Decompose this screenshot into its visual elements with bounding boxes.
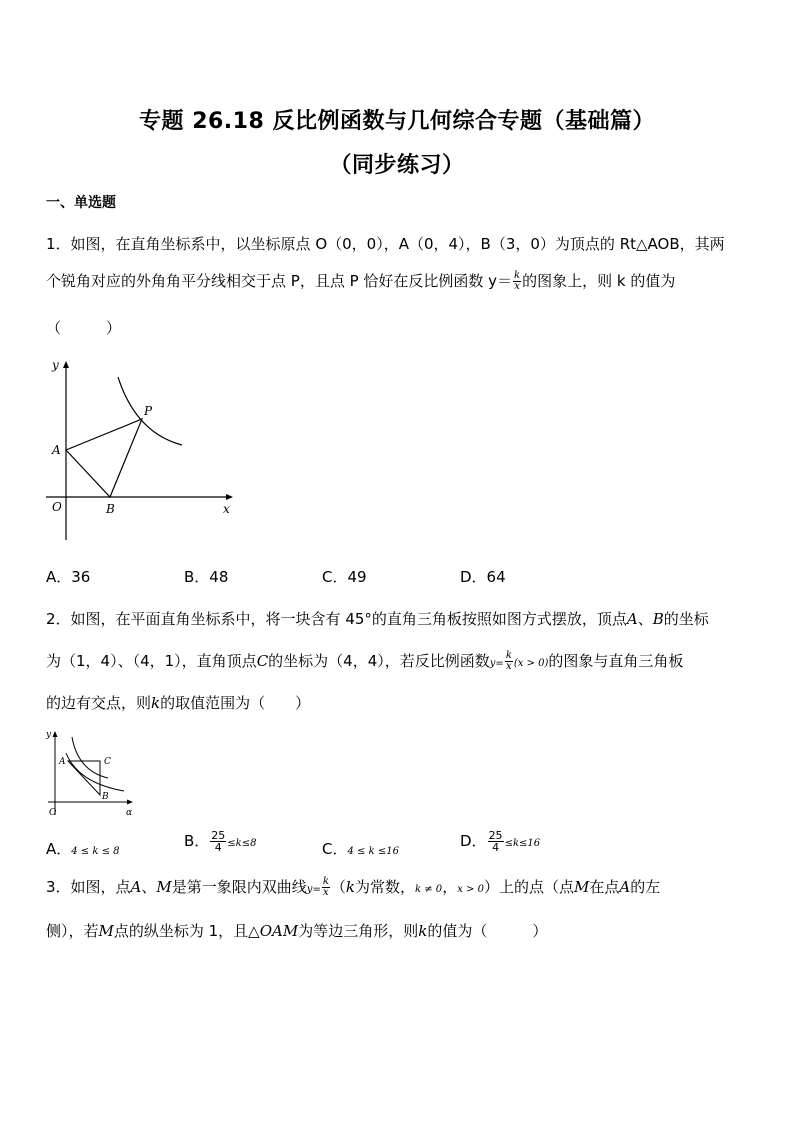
q3-line1 bbox=[46, 876, 660, 898]
q3-func-y: y bbox=[306, 884, 313, 895]
q2-label-c: C bbox=[104, 757, 111, 767]
q3-var-k: k bbox=[345, 878, 355, 896]
q2-option-b-num: 25 bbox=[211, 829, 226, 842]
q1-frac-num: k bbox=[514, 270, 521, 281]
q2-option-a bbox=[46, 838, 120, 859]
q2-func-y: y bbox=[489, 658, 496, 669]
q2-point-c: C bbox=[256, 652, 269, 670]
q2-option-a-label: A． bbox=[46, 840, 72, 858]
q2-line3-text-b: 的取值范围为（ ） bbox=[160, 694, 311, 712]
q1-y-arrow bbox=[63, 361, 69, 368]
q3-triangle-name: OAM bbox=[259, 922, 299, 940]
q2-right-triangle bbox=[68, 761, 100, 795]
q3-line1-text-f: 在点 bbox=[589, 878, 620, 896]
q2-option-a-expr: 4 ≤ k ≤ 8 bbox=[71, 846, 120, 857]
q3-point-m3: M bbox=[98, 922, 114, 940]
q3-point-m2: M bbox=[573, 878, 590, 896]
q3-point-a2: A bbox=[619, 878, 631, 896]
q1-fraction bbox=[513, 271, 521, 292]
q3-point-m: M bbox=[156, 878, 172, 896]
q2-label-y: y bbox=[46, 730, 52, 740]
q3-fraction bbox=[322, 877, 330, 898]
q2-figure bbox=[44, 725, 144, 820]
q2-option-d-label: D． bbox=[460, 832, 487, 850]
q1-label-a: A bbox=[52, 443, 61, 457]
q2-func-cond: (x > 0) bbox=[513, 658, 549, 669]
q2-line2-text-a: 为（1，4）、（4，1），直角顶点 bbox=[46, 652, 257, 670]
q1-line2 bbox=[46, 270, 675, 292]
q2-line1-text-a: 2．如图，在平面直角坐标系中，将一块含有 45°的直角三角板按照如图方式摆放，顶点 bbox=[46, 610, 627, 628]
q3-line1-text-e: ）上的点（点 bbox=[483, 878, 574, 896]
q2-option-d-fraction bbox=[488, 830, 504, 853]
q2-line2 bbox=[46, 650, 683, 672]
q3-frac-den: x bbox=[323, 887, 329, 898]
q2-option-c bbox=[322, 838, 399, 859]
q1-triangle-apb bbox=[66, 419, 142, 497]
q3-line1-text-b: 是第一象限内双曲线 bbox=[171, 878, 307, 896]
q3-line1-sep: 、 bbox=[141, 878, 157, 896]
q2-option-d-num: 25 bbox=[488, 829, 503, 842]
q1-option-a: A．36 bbox=[46, 568, 91, 586]
q2-option-b-fraction bbox=[210, 830, 226, 853]
q2-option-c-expr: 4 ≤ k ≤16 bbox=[347, 846, 399, 857]
q1-option-b: B．48 bbox=[184, 568, 229, 586]
q1-line1: 1．如图，在直角坐标系中，以坐标原点 O（0，0），A（0，4），B（3，0）为顶点的 Rt△AOB，其两 bbox=[46, 235, 725, 253]
q2-label-b: B bbox=[102, 792, 109, 802]
q3-line1-comma: ， bbox=[442, 878, 458, 896]
q2-frac-den: x bbox=[506, 661, 512, 672]
q1-option-d: D．64 bbox=[460, 568, 506, 586]
q2-line1-text-b: 的坐标 bbox=[663, 610, 709, 628]
q2-option-b-label: B． bbox=[184, 832, 210, 850]
q2-line3-text-a: 的边有交点，则 bbox=[46, 694, 152, 712]
q2-option-c-label: C． bbox=[322, 840, 348, 858]
q2-line2-text-b: 的坐标为（4，4），若反比例函数 bbox=[268, 652, 490, 670]
q1-label-x: x bbox=[223, 502, 230, 516]
q3-line1-text-g: 的左 bbox=[630, 878, 661, 896]
q2-option-b-expr: ≤k≤8 bbox=[227, 838, 257, 849]
q3-line1-text-c: （ bbox=[330, 878, 346, 896]
q2-option-d-expr: ≤k≤16 bbox=[504, 838, 541, 849]
q1-option-c: C．49 bbox=[322, 568, 367, 586]
q2-label-x: α bbox=[126, 808, 133, 818]
q2-line3 bbox=[46, 692, 310, 713]
q1-line2-text-b: 的图象上，则 k 的值为 bbox=[522, 272, 676, 290]
q2-line1 bbox=[46, 608, 709, 629]
q2-label-a: A bbox=[59, 757, 66, 767]
page-title: 专题 26.18 反比例函数与几何综合专题（基础篇） bbox=[139, 109, 655, 134]
q3-cond-x: x > 0 bbox=[457, 884, 484, 895]
q3-point-a: A bbox=[130, 878, 142, 896]
q3-cond-k: k ≠ 0 bbox=[415, 884, 443, 895]
q1-label-o: O bbox=[52, 500, 62, 514]
q1-label-p: P bbox=[144, 404, 153, 418]
q2-option-b-den: 4 bbox=[214, 841, 222, 854]
q2-line1-sep: 、 bbox=[637, 610, 653, 628]
q2-line2-text-c: 的图象与直角三角板 bbox=[548, 652, 684, 670]
section-heading: 一、单选题 bbox=[46, 195, 116, 211]
q1-line2-text-a: 个锐角对应的外角角平分线相交于点 P，且点 P 恰好在反比例函数 y＝ bbox=[46, 272, 513, 290]
q2-x-arrow bbox=[127, 800, 133, 805]
q3-line2-text-d: 的值为（ ） bbox=[427, 922, 548, 940]
q3-var-k2: k bbox=[418, 922, 428, 940]
q2-option-b bbox=[184, 830, 256, 853]
q2-frac-num: k bbox=[505, 650, 512, 661]
q3-line2-text-a: 侧），若 bbox=[46, 922, 99, 940]
q2-var-k: k bbox=[151, 694, 161, 712]
q2-option-d bbox=[460, 830, 540, 853]
q1-label-b: B bbox=[106, 502, 115, 516]
q2-point-a: A bbox=[626, 610, 638, 628]
q3-line2-text-c: 为等边三角形，则 bbox=[298, 922, 419, 940]
q3-line2-text-b: 点的纵坐标为 1，且△ bbox=[113, 922, 260, 940]
q1-label-y: y bbox=[52, 358, 59, 372]
q1-figure bbox=[44, 355, 244, 545]
q2-point-b: B bbox=[652, 610, 664, 628]
q2-hyperbola-upper bbox=[72, 737, 108, 778]
q2-func-eq: = bbox=[495, 658, 504, 669]
q1-x-arrow bbox=[226, 494, 233, 500]
q2-label-o: O bbox=[49, 808, 57, 818]
q3-line2 bbox=[46, 920, 547, 941]
q3-line1-text-a: 3．如图，点 bbox=[46, 878, 131, 896]
q2-option-d-den: 4 bbox=[492, 841, 500, 854]
q1-answer-blank: （ ） bbox=[46, 319, 122, 337]
q2-y-arrow bbox=[53, 731, 58, 737]
q2-hyperbola-lower bbox=[66, 753, 124, 791]
q1-frac-den: x bbox=[514, 281, 520, 292]
q3-frac-num: k bbox=[322, 876, 329, 887]
page-subtitle: （同步练习） bbox=[329, 153, 465, 178]
q3-func-eq: = bbox=[312, 884, 321, 895]
q2-fraction bbox=[505, 651, 513, 672]
q3-line1-text-d: 为常数， bbox=[355, 878, 416, 896]
